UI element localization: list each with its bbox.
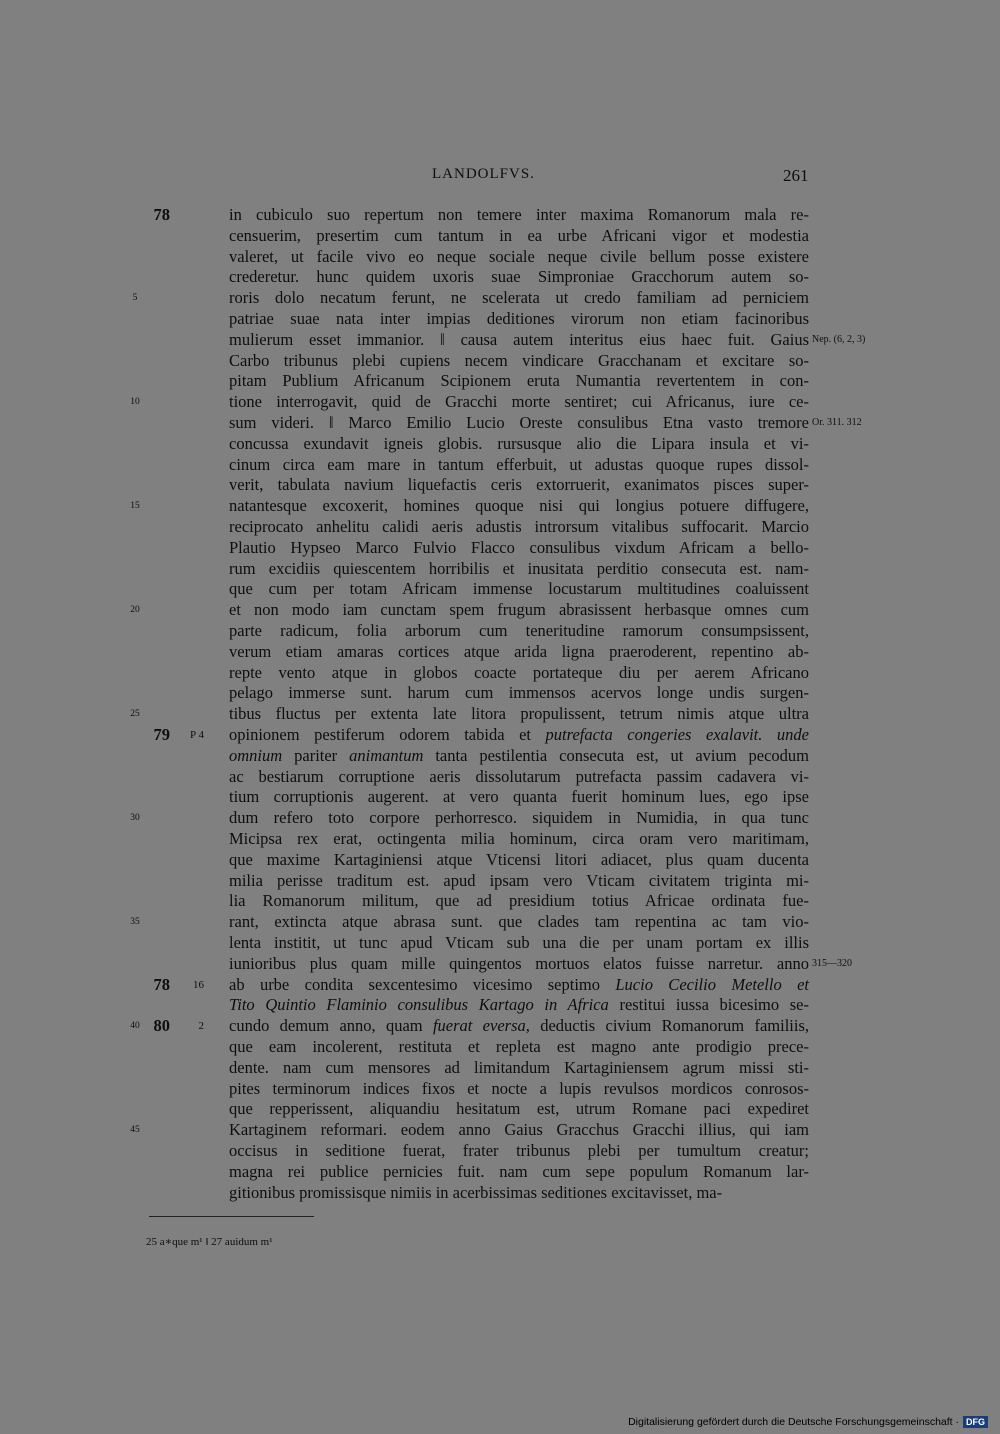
dfg-logo-icon: DFG bbox=[963, 1416, 988, 1428]
text-line bbox=[0, 642, 1000, 662]
line-text: pites terminorum indices fixos et nocte a lupis revulsos mordicos conrosos- bbox=[229, 1078, 809, 1098]
text-line bbox=[0, 829, 1000, 849]
line-text: pitam Publium Africanum Scipionem eruta Numantia revertentem in con- bbox=[229, 371, 809, 391]
text-line bbox=[0, 746, 1000, 766]
text-line bbox=[0, 975, 1000, 995]
line-text: reciprocato anhelitu calidi aeris adustis introrsum vitalibus suffocarit. Marcio bbox=[229, 517, 809, 536]
source-reference-sub: 16 bbox=[193, 978, 204, 991]
margin-citation: Nep. (6, 2, 3) bbox=[812, 333, 866, 345]
text-line bbox=[0, 850, 1000, 870]
line-text: tibus fluctus per extenta late litora propulissent, tetrum nimis atque ultra bbox=[229, 704, 809, 724]
text-line bbox=[0, 995, 1000, 1015]
source-reference-sub: P 4 bbox=[190, 729, 204, 741]
line-text: Plautio Hypseo Marco Fulvio Flacco consulibus vixdum Africam a bello- bbox=[229, 537, 809, 557]
line-number: 35 bbox=[130, 917, 140, 928]
text-line bbox=[0, 1162, 1000, 1182]
text-line bbox=[0, 517, 1000, 537]
line-number: 10 bbox=[130, 397, 140, 408]
text-line bbox=[0, 683, 1000, 703]
page-number: 261 bbox=[783, 166, 809, 185]
text-line bbox=[0, 1120, 1000, 1140]
line-text: rant, extincta atque abrasa sunt. que clades tam repentina ac tam vio- bbox=[229, 912, 809, 932]
line-text: repte vento atque in globos coacte portateque diu per aerem Africano bbox=[229, 662, 809, 682]
line-text: valeret, ut facile vivo eo neque sociale neque civile bellum posse existere bbox=[229, 246, 809, 266]
line-text: verum etiam amaras cortices atque arida ligna praeroderent, repentino ab- bbox=[229, 641, 809, 661]
text-line bbox=[0, 1058, 1000, 1078]
line-number: 40 bbox=[130, 1021, 140, 1032]
source-reference-number: 78 bbox=[153, 974, 170, 994]
text-line bbox=[0, 1016, 1000, 1036]
line-text: tium corruptionis augerent. at vero quanta fuerit hominum lues, ego ipse bbox=[229, 787, 809, 807]
text-line bbox=[0, 1037, 1000, 1057]
source-reference-number: 79 bbox=[153, 725, 170, 744]
line-text: tione interrogavit, quid de Gracchi morte sentiret; cui Africanus, iure ce- bbox=[229, 392, 809, 412]
line-text: Micipsa rex erat, octingenta milia hominum, circa oram vero maritimam, bbox=[229, 829, 809, 848]
text-line bbox=[0, 663, 1000, 683]
text-line bbox=[0, 600, 1000, 620]
text-line bbox=[0, 704, 1000, 724]
margin-citation: Or. 311. 312 bbox=[812, 417, 862, 428]
line-text: rum excidiis quiescentem horribilis et inusitata perditio consecuta est. nam- bbox=[229, 558, 809, 578]
text-line bbox=[0, 434, 1000, 454]
line-text: que repperissent, aliquandiu hesitatum est, utrum Romane paci expediret bbox=[229, 1099, 809, 1119]
text-line bbox=[0, 1099, 1000, 1119]
line-number: 25 bbox=[130, 709, 140, 720]
text-line bbox=[0, 954, 1000, 974]
text-line bbox=[0, 413, 1000, 433]
line-text: lia Romanorum militum, que ad presidium totius Africae ordinata fue- bbox=[229, 891, 809, 911]
text-line bbox=[0, 579, 1000, 599]
dfg-credit bbox=[628, 1416, 988, 1428]
text-line bbox=[0, 392, 1000, 412]
text-line bbox=[0, 912, 1000, 932]
line-text: concussa exundavit igneis globis. rursusque alio die Lipara insula et vi- bbox=[229, 433, 809, 453]
line-text: mulierum esset immanior. ‖ causa autem interitus eius haec fuit. Gaius bbox=[229, 329, 809, 349]
line-text: crederetur. hunc quidem uxoris suae Simproniae Gracchorum autem so- bbox=[229, 267, 809, 287]
running-header: LANDOLFVS. bbox=[432, 166, 535, 182]
text-line bbox=[0, 247, 1000, 267]
text-line bbox=[0, 205, 1000, 225]
line-text: ab urbe condita sexcentesimo vicesimo septimo Lucio Cecilio Metello et bbox=[229, 974, 809, 994]
line-text: roris dolo necatum ferunt, ne scelerata ut credo familiam ad perniciem bbox=[229, 288, 809, 308]
text-line bbox=[0, 309, 1000, 329]
line-number: 20 bbox=[130, 605, 140, 616]
footnote: 25 a∗que m¹ ‖ 27 auidum m¹ bbox=[146, 1236, 273, 1248]
source-reference-number: 80 bbox=[153, 1016, 170, 1036]
line-text: omnium pariter animantum tanta pestilentia consecuta est, ut avium pecodum bbox=[229, 745, 809, 765]
line-text: dum refero toto corpore perhorresco. siquidem in Numidia, in qua tunc bbox=[229, 808, 809, 828]
text-line bbox=[0, 371, 1000, 391]
text-line bbox=[0, 288, 1000, 308]
line-text: cundo demum anno, quam fuerat eversa, deductis civium Romanorum familiis, bbox=[229, 1016, 809, 1036]
line-text: cinum circa eam mare in tantum efferbuit, ut adustas quoque rupes dissol- bbox=[229, 454, 809, 474]
line-text: que eam incolerent, restituta et repleta est magno ante prodigio prece- bbox=[229, 1037, 809, 1056]
text-line bbox=[0, 725, 1000, 745]
line-number: 15 bbox=[130, 501, 140, 512]
dfg-credit-label: Digitalisierung gefördert durch die Deutsche Forschungsgemeinschaft · bbox=[628, 1416, 959, 1428]
text-line bbox=[0, 1183, 1000, 1203]
line-text: censuerim, presertim cum tantum in ea urbe Africani vigor et modestia bbox=[229, 225, 809, 245]
text-line bbox=[0, 621, 1000, 641]
line-text: verit, tabulata navium liquefactis ceris extorruerit, exanimatos pisces super- bbox=[229, 475, 809, 495]
text-line bbox=[0, 455, 1000, 475]
line-text: que cum per totam Africam immense locustarum multitudines coaluissent bbox=[229, 579, 809, 599]
text-line bbox=[0, 933, 1000, 953]
line-text: milia perisse traditum est. apud ipsam vero Vticam civitatem triginta mi- bbox=[229, 870, 809, 890]
line-text: Carbo tribunus plebi cupiens necem vindicare Gracchanam et excitare so- bbox=[229, 350, 809, 370]
line-text: natantesque excoxerit, homines quoque nisi qui longius potuere diffugere, bbox=[229, 496, 809, 516]
line-text: lenta institit, ut tunc apud Vticam sub una die per unam portam ex illis bbox=[229, 933, 809, 952]
line-text: in cubiculo suo repertum non temere inter maxima Romanorum mala re- bbox=[229, 205, 809, 224]
text-line bbox=[0, 330, 1000, 350]
line-text: parte radicum, folia arborum cum teneritudine ramorum consumpsissent, bbox=[229, 621, 809, 640]
text-line bbox=[0, 351, 1000, 371]
text-line bbox=[0, 226, 1000, 246]
text-line bbox=[0, 538, 1000, 558]
text-line bbox=[0, 891, 1000, 911]
text-line bbox=[0, 787, 1000, 807]
text-line bbox=[0, 559, 1000, 579]
line-text: Tito Quintio Flaminio consulibus Kartago in Africa restitui iussa bicesimo se- bbox=[229, 995, 809, 1015]
footnote-rule bbox=[149, 1216, 314, 1217]
line-text: que maxime Kartaginiensi atque Vticensi litori adiacet, plus quam ducenta bbox=[229, 849, 809, 869]
line-text: ac bestiarum corruptione aeris dissolutarum putrefacta passim cadavera vi- bbox=[229, 766, 809, 786]
text-line bbox=[0, 808, 1000, 828]
text-line bbox=[0, 475, 1000, 495]
line-number: 5 bbox=[132, 293, 138, 304]
line-text: iunioribus plus quam mille quingentos mortuos elatos fuisse narretur. anno bbox=[229, 953, 809, 973]
line-text: sum videri. ‖ Marco Emilio Lucio Oreste consulibus Etna vasto tremore bbox=[229, 413, 809, 432]
text-line bbox=[0, 767, 1000, 787]
line-text: opinionem pestiferum odorem tabida et putrefacta congeries exalavit. unde bbox=[229, 725, 809, 744]
margin-citation: 315—320 bbox=[812, 957, 852, 969]
line-text: Kartaginem reformari. eodem anno Gaius Gracchus Gracchi illius, qui iam bbox=[229, 1120, 809, 1140]
line-text: occisus in seditione fuerat, frater tribunus plebi per tumultum creatur; bbox=[229, 1141, 809, 1160]
line-text: pelago immerse sunt. harum cum immensos acervos longe undis surgen- bbox=[229, 683, 809, 703]
line-text: magna rei publice pernicies fuit. nam cum sepe populum Romanum lar- bbox=[229, 1161, 809, 1181]
line-text: gitionibus promissisque nimiis in acerbissimas seditiones excitavisset, ma- bbox=[229, 1182, 723, 1202]
line-number: 30 bbox=[130, 813, 140, 824]
line-number: 45 bbox=[130, 1125, 140, 1136]
line-text: dente. nam cum mensores ad limitandum Kartaginiensem agrum missi sti- bbox=[229, 1057, 809, 1077]
source-reference-number: 78 bbox=[153, 205, 170, 224]
text-line bbox=[0, 267, 1000, 287]
text-line bbox=[0, 1079, 1000, 1099]
source-reference-sub: 2 bbox=[198, 1020, 204, 1033]
line-text: et non modo iam cunctam spem frugum abrasissent herbasque omnes cum bbox=[229, 600, 809, 620]
line-text: patriae suae nata inter impias deditiones virorum non etiam facinoribus bbox=[229, 309, 809, 328]
text-line bbox=[0, 871, 1000, 891]
text-line bbox=[0, 496, 1000, 516]
text-line bbox=[0, 1141, 1000, 1161]
